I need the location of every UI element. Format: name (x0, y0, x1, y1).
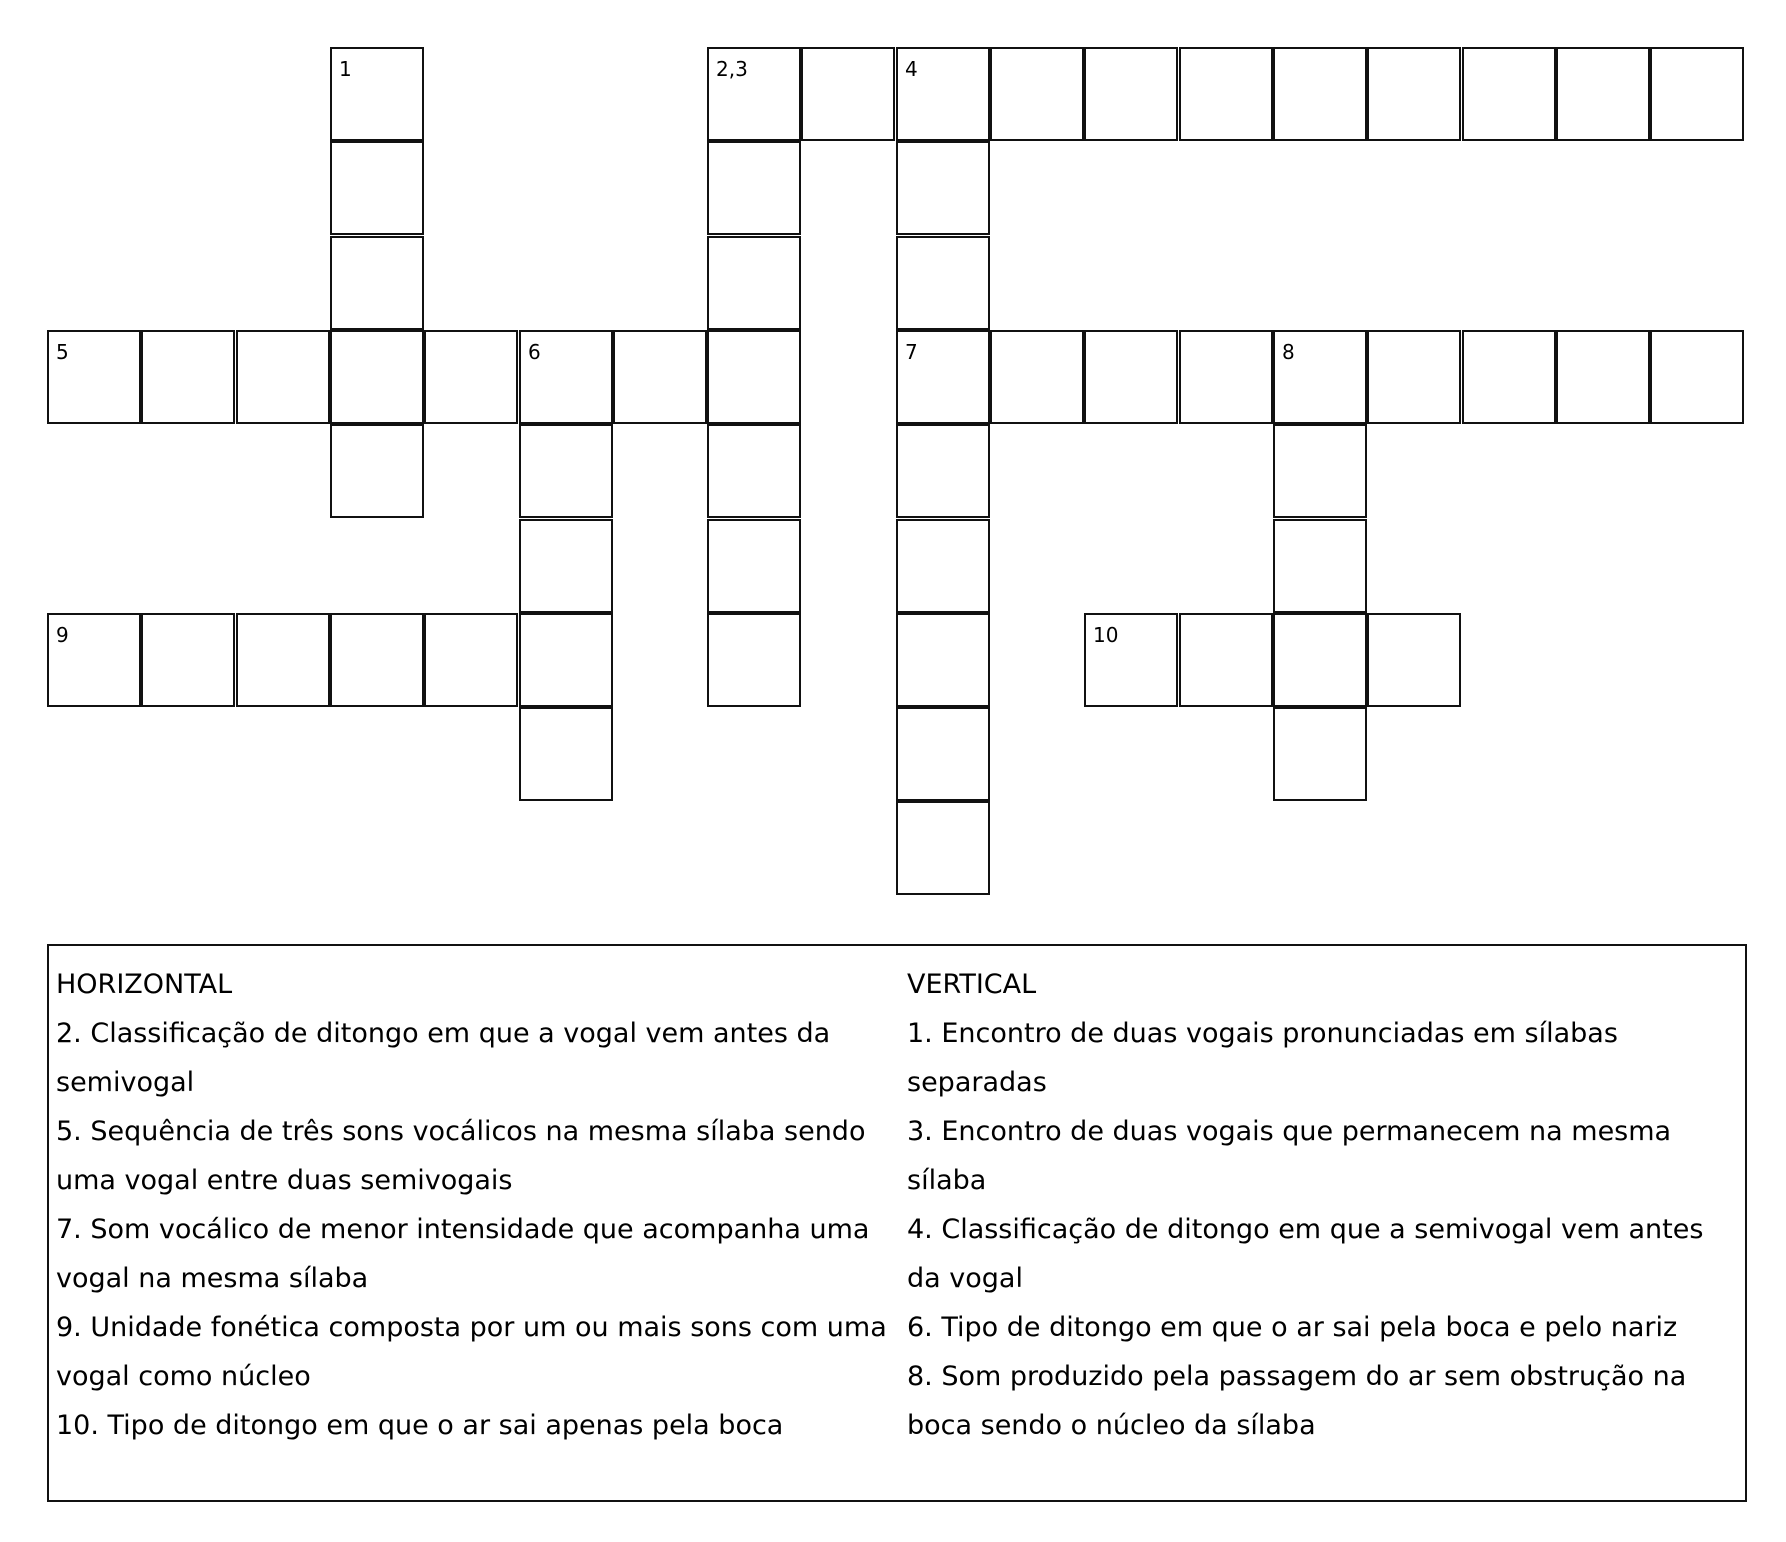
clue-vertical-6: 6. Tipo de ditongo em que o ar sai pela boca e pelo nariz (907, 1312, 1678, 1343)
grid-cell[interactable] (330, 330, 424, 424)
grid-cell[interactable] (1084, 613, 1178, 707)
grid-cell[interactable] (1273, 613, 1367, 707)
clue-horizontal-5: 5. Sequência de três sons vocálicos na mesma sílaba sendo uma vogal entre duas semivogais (56, 1116, 866, 1196)
grid-cell[interactable] (1179, 330, 1273, 424)
grid-cell[interactable] (1367, 330, 1461, 424)
clue-number: 9 (56, 623, 69, 647)
grid-cell[interactable] (707, 424, 801, 518)
grid-cell[interactable] (896, 424, 990, 518)
grid-cell[interactable] (1650, 330, 1744, 424)
clue-horizontal-9: 9. Unidade fonética composta por um ou mais sons com uma vogal como núcleo (56, 1312, 887, 1392)
horizontal-heading: HORIZONTAL (56, 969, 233, 1000)
grid-cell[interactable] (47, 613, 141, 707)
grid-cell[interactable] (330, 141, 424, 235)
grid-cell[interactable] (1179, 47, 1273, 141)
grid-cell[interactable] (896, 613, 990, 707)
grid-cell[interactable] (1084, 330, 1178, 424)
grid-cell[interactable] (1273, 330, 1367, 424)
grid-cell[interactable] (707, 330, 801, 424)
grid-cell[interactable] (236, 330, 330, 424)
clue-number: 8 (1282, 340, 1295, 364)
grid-cell[interactable] (1462, 47, 1556, 141)
grid-cell[interactable] (519, 330, 613, 424)
grid-cell[interactable] (707, 47, 801, 141)
grid-cell[interactable] (990, 330, 1084, 424)
grid-cell[interactable] (896, 801, 990, 895)
grid-cell[interactable] (330, 613, 424, 707)
grid-cell[interactable] (1273, 519, 1367, 613)
grid-cell[interactable] (424, 330, 518, 424)
clue-number: 10 (1093, 623, 1119, 647)
grid-cell[interactable] (330, 424, 424, 518)
grid-cell[interactable] (424, 613, 518, 707)
grid-cell[interactable] (519, 424, 613, 518)
grid-cell[interactable] (1273, 707, 1367, 801)
grid-cell[interactable] (896, 519, 990, 613)
grid-cell[interactable] (1273, 47, 1367, 141)
grid-cell[interactable] (236, 613, 330, 707)
clue-vertical-3: 3. Encontro de duas vogais que permanecem na mesma sílaba (907, 1116, 1672, 1196)
horizontal-clues (56, 960, 891, 1450)
grid-cell[interactable] (47, 330, 141, 424)
clue-number: 6 (528, 340, 541, 364)
grid-cell[interactable] (896, 707, 990, 801)
grid-cell[interactable] (141, 330, 235, 424)
grid-cell[interactable] (330, 47, 424, 141)
clue-number: 5 (56, 340, 69, 364)
grid-cell[interactable] (519, 613, 613, 707)
clue-horizontal-7: 7. Som vocálico de menor intensidade que acompanha uma vogal na mesma sílaba (56, 1214, 870, 1294)
grid-cell[interactable] (519, 519, 613, 613)
grid-cell[interactable] (1462, 330, 1556, 424)
grid-cell[interactable] (1273, 424, 1367, 518)
grid-cell[interactable] (707, 613, 801, 707)
grid-cell[interactable] (1650, 47, 1744, 141)
clue-number: 1 (339, 57, 352, 81)
clue-vertical-8: 8. Som produzido pela passagem do ar sem obstrução na boca sendo o núcleo da sílaba (907, 1361, 1687, 1441)
clue-vertical-1: 1. Encontro de duas vogais pronunciadas em sílabas separadas (907, 1018, 1618, 1098)
clue-box (47, 944, 1747, 1502)
grid-cell[interactable] (990, 47, 1084, 141)
clue-number: 7 (905, 340, 918, 364)
clue-number: 2,3 (716, 57, 748, 81)
grid-cell[interactable] (707, 236, 801, 330)
grid-cell[interactable] (1084, 47, 1178, 141)
grid-cell[interactable] (1367, 613, 1461, 707)
grid-cell[interactable] (141, 613, 235, 707)
grid-cell[interactable] (330, 236, 424, 330)
grid-cell[interactable] (707, 141, 801, 235)
grid-cell[interactable] (801, 47, 895, 141)
clue-horizontal-2: 2. Classificação de ditongo em que a vogal vem antes da semivogal (56, 1018, 831, 1098)
grid-cell[interactable] (1367, 47, 1461, 141)
clue-vertical-4: 4. Classificação de ditongo em que a semivogal vem antes da vogal (907, 1214, 1704, 1294)
grid-cell[interactable] (1179, 613, 1273, 707)
vertical-clues (907, 960, 1742, 1450)
grid-cell[interactable] (613, 330, 707, 424)
vertical-heading: VERTICAL (907, 969, 1037, 1000)
grid-cell[interactable] (707, 519, 801, 613)
grid-cell[interactable] (1556, 330, 1650, 424)
grid-cell[interactable] (896, 47, 990, 141)
grid-cell[interactable] (1556, 47, 1650, 141)
grid-cell[interactable] (519, 707, 613, 801)
grid-cell[interactable] (896, 141, 990, 235)
clue-horizontal-10: 10. Tipo de ditongo em que o ar sai apenas pela boca (56, 1410, 784, 1441)
grid-cell[interactable] (896, 236, 990, 330)
clue-number: 4 (905, 57, 918, 81)
grid-cell[interactable] (896, 330, 990, 424)
